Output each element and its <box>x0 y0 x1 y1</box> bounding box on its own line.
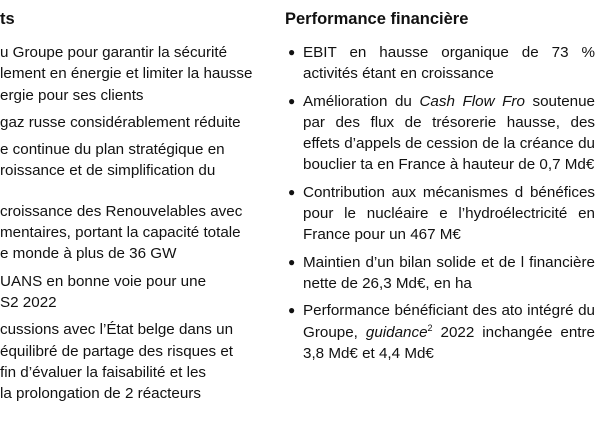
cashflow-text-italic: Cash Flow Fro <box>419 92 525 110</box>
left-item-4 <box>0 201 266 265</box>
left-item-1-line-3: ergie pour ses clients <box>0 86 144 104</box>
left-item-3-line-1: e continue du plan stratégique en <box>0 141 225 159</box>
left-item-4-line-1: croissance des Renouvelables avec <box>0 202 243 220</box>
ebit-text: EBIT en hausse organique de 73 % activités étant en croissance <box>303 44 595 83</box>
bullet-icon: ● <box>288 303 296 318</box>
performance-text-post: 2022 inchangée entre 3,8 Md€ et 4,4 Md€ <box>303 323 595 362</box>
right-column <box>285 8 595 364</box>
left-item-4-line-3: e monde à plus de 36 GW <box>0 245 177 263</box>
left-item-6-line-2: équilibré de partage des risques et <box>0 342 234 360</box>
bullet-icon: ● <box>288 93 296 108</box>
bullet-icon: ● <box>288 184 296 199</box>
left-item-6-line-4: la prolongation de 2 réacteurs <box>0 385 201 403</box>
left-item-4-line-2: mentaires, portant la capacité totale <box>0 224 241 242</box>
left-item-3 <box>0 139 266 182</box>
right-heading: Performance financière <box>285 10 469 28</box>
performance-text-italic: guidance <box>365 323 428 341</box>
cashflow-item <box>285 91 595 176</box>
left-item-1-line-2: lement en énergie et limiter la hausse <box>0 65 253 83</box>
footnote-marker: 2 <box>427 322 433 333</box>
ebit-item <box>285 42 595 85</box>
bullet-icon: ● <box>288 45 296 59</box>
performance-text-pre: Performance bénéficiant des ato intégré du Groupe, <box>303 302 595 341</box>
left-item-6 <box>0 319 266 404</box>
left-item-5-line-1: UANS en bonne voie pour une <box>0 272 207 290</box>
left-item-1-line-1: u Groupe pour garantir la sécurité <box>0 44 228 61</box>
left-item-5-line-2: S2 2022 <box>0 293 57 311</box>
left-item-2 <box>0 112 266 133</box>
left-column <box>0 8 266 404</box>
left-item-6-line-1: cussions avec l’État belge dans un <box>0 321 234 339</box>
contribution-item <box>285 182 595 246</box>
left-list <box>0 42 266 404</box>
right-list <box>285 42 595 364</box>
left-item-5 <box>0 271 266 314</box>
left-item-6-line-3: fin d’évaluer la faisabilité et les <box>0 363 206 381</box>
left-item-1 <box>0 42 266 106</box>
left-heading: ts <box>0 10 15 28</box>
cashflow-text-pre: Amélioration du <box>303 92 420 110</box>
cashflow-text-post: soutenue par des flux de trésorerie hausse, des effets d’appels de cession de la créance du bouclier ta en France à hauteur de 0,7 Md€ <box>303 92 595 174</box>
bilan-text: Maintien d’un bilan solide et de l financière nette de 26,3 Md€, en ha <box>303 253 595 292</box>
bullet-icon: ● <box>288 254 296 269</box>
left-item-2-line-1: gaz russe considérablement réduite <box>0 113 241 131</box>
contribution-text: Contribution aux mécanismes d bénéfices pour le nucléaire e l’hydroélectricité en France pour un 467 M€ <box>303 183 595 244</box>
performance-item <box>285 300 595 364</box>
left-item-3-line-2: roissance et de simplification du <box>0 162 216 180</box>
bilan-item <box>285 252 595 295</box>
